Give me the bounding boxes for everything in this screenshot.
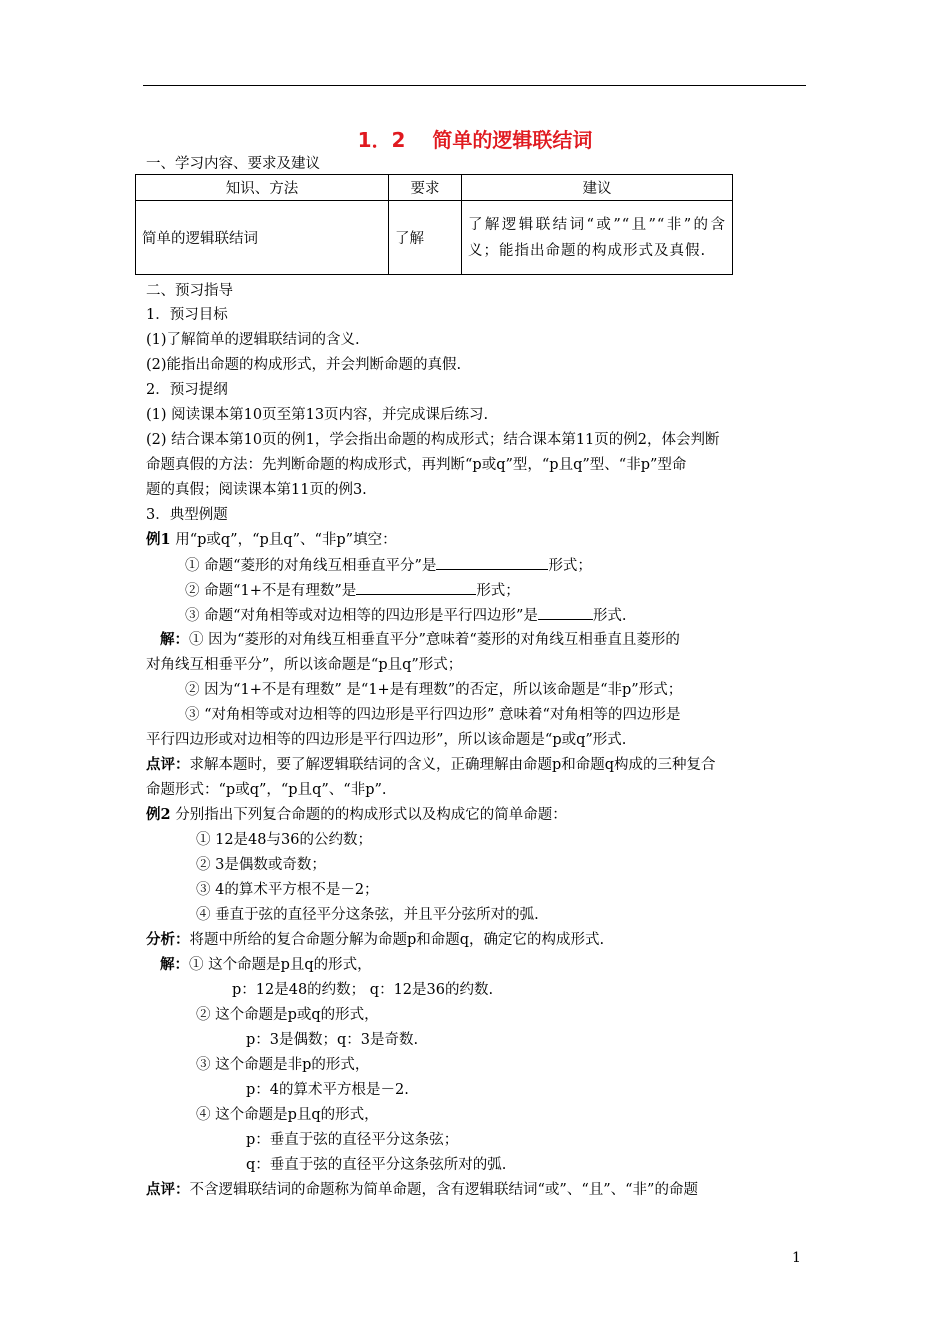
text-line: (2) 结合课本第10页的例1，学会指出命题的构成形式；结合课本第11页的例2，体会判断 <box>146 432 720 448</box>
solution-line: ③ 这个命题是非p的形式， <box>196 1057 370 1073</box>
requirements-table <box>135 174 733 275</box>
example-label: 例2 <box>146 806 171 823</box>
comment-label: 点评： <box>146 1181 190 1198</box>
text-line: (1)了解简单的逻辑联结词的含义. <box>146 332 360 348</box>
item-text: ③ 命题“对角相等或对边相等的四边形是平行四边形”是 <box>185 608 538 624</box>
fill-blank <box>538 605 593 620</box>
subheading: 3．典型例题 <box>146 507 228 523</box>
solution-line <box>160 955 372 975</box>
solution-text: ① 这个命题是p且q的形式， <box>189 957 372 973</box>
example-text: 用“p或q”，“p且q”、“非p”填空： <box>170 532 397 548</box>
list-item: ① 12是48与36的公约数； <box>196 832 372 848</box>
comment-line: 命题形式：“p或q”，“p且q”、“非p”. <box>146 782 387 798</box>
table-header-row <box>136 175 733 201</box>
solution-line: p：4的算术平方根是－2. <box>246 1082 409 1098</box>
list-item <box>185 605 627 626</box>
comment-text: 不含逻辑联结词的命题称为简单命题，含有逻辑联结词“或”、“且”、“非”的命题 <box>189 1182 698 1198</box>
subheading: 1．预习目标 <box>146 307 228 323</box>
analysis-label: 分析： <box>146 931 190 948</box>
solution-line: ② 因为“1+不是有理数” 是“1+是有理数”的否定，所以该命题是“非p”形式； <box>185 682 683 698</box>
solution-line: p：垂直于弦的直径平分这条弦； <box>246 1132 459 1148</box>
comment-label: 点评： <box>146 756 190 773</box>
table-row <box>136 201 733 275</box>
solution-line: ③ “对角相等或对边相等的四边形是平行四边形” 意味着“对角相等的四边形是 <box>185 707 681 723</box>
section-heading: 二、预习指导 <box>146 283 233 299</box>
table-cell: 简单的逻辑联结词 <box>136 201 389 275</box>
table-header-cell: 知识、方法 <box>136 175 389 201</box>
example-text: 分别指出下列复合命题的的构成形式以及构成它的简单命题： <box>170 807 567 823</box>
solution-label: 解： <box>160 956 189 973</box>
analysis-line <box>146 930 604 950</box>
text-line: (1) 阅读课本第10页至第13页内容，并完成课后练习. <box>146 407 489 423</box>
fill-blank <box>356 580 476 595</box>
solution-line: p：12是48的约数； q：12是36的约数. <box>232 982 494 998</box>
analysis-text: 将题中所给的复合命题分解为命题p和命题q，确定它的构成形式. <box>189 932 605 948</box>
item-suffix: 形式； <box>476 583 520 599</box>
solution-line <box>160 630 680 650</box>
solution-line: ④ 这个命题是p且q的形式， <box>196 1107 379 1123</box>
header-rule <box>143 85 806 86</box>
solution-line: 对角线互相垂平分”，所以该命题是“p且q”形式； <box>146 657 463 673</box>
solution-label: 解： <box>160 631 189 648</box>
example-label: 例1 <box>146 531 171 548</box>
list-item: ② 3是偶数或奇数； <box>196 857 326 873</box>
page-number: 1 <box>792 1250 801 1266</box>
list-item <box>185 580 520 601</box>
item-text: ② 命题“1+不是有理数”是 <box>185 583 357 599</box>
solution-line: 平行四边形或对边相等的四边形是平行四边形”，所以该命题是“p或q”形式. <box>146 732 627 748</box>
table-cell: 了解 <box>389 201 462 275</box>
comment-line <box>146 755 716 775</box>
section-heading: 一、学习内容、要求及建议 <box>146 156 320 172</box>
page-title: 1．2 简单的逻辑联结词 <box>357 128 593 152</box>
item-suffix: 形式. <box>592 608 627 624</box>
comment-line <box>146 1180 698 1200</box>
fill-blank <box>436 555 548 570</box>
list-item: ③ 4的算术平方根不是－2； <box>196 882 379 898</box>
item-suffix: 形式； <box>548 558 592 574</box>
item-text: ① 命题“菱形的对角线互相垂直平分”是 <box>185 558 437 574</box>
table-header-cell: 要求 <box>389 175 462 201</box>
text-line: 题的真假；阅读课本第11页的例3. <box>146 482 367 498</box>
table-cell: 了解逻辑联结词“或”“且”“非”的含义；能指出命题的构成形式及真假. <box>462 201 733 275</box>
comment-text: 求解本题时，要了解逻辑联结词的含义，正确理解由命题p和命题q构成的三种复合 <box>189 757 716 773</box>
solution-line: q：垂直于弦的直径平分这条弦所对的弧. <box>246 1157 507 1173</box>
subheading: 2．预习提纲 <box>146 382 228 398</box>
solution-line: ② 这个命题是p或q的形式， <box>196 1007 379 1023</box>
list-item: ④ 垂直于弦的直径平分这条弦，并且平分弦所对的弧. <box>196 907 539 923</box>
example-2 <box>146 805 567 825</box>
list-item <box>185 555 592 576</box>
text-line: 命题真假的方法：先判断命题的构成形式，再判断“p或q”型，“p且q”型、“非p”型命 <box>146 457 687 473</box>
text-line: (2)能指出命题的构成形式，并会判断命题的真假. <box>146 357 462 373</box>
table-header-cell: 建议 <box>462 175 733 201</box>
solution-text: ① 因为“菱形的对角线互相垂直平分”意味着“菱形的对角线互相垂直且菱形的 <box>189 632 680 648</box>
example-1 <box>146 530 397 550</box>
solution-line: p：3是偶数；q：3是奇数. <box>246 1032 419 1048</box>
